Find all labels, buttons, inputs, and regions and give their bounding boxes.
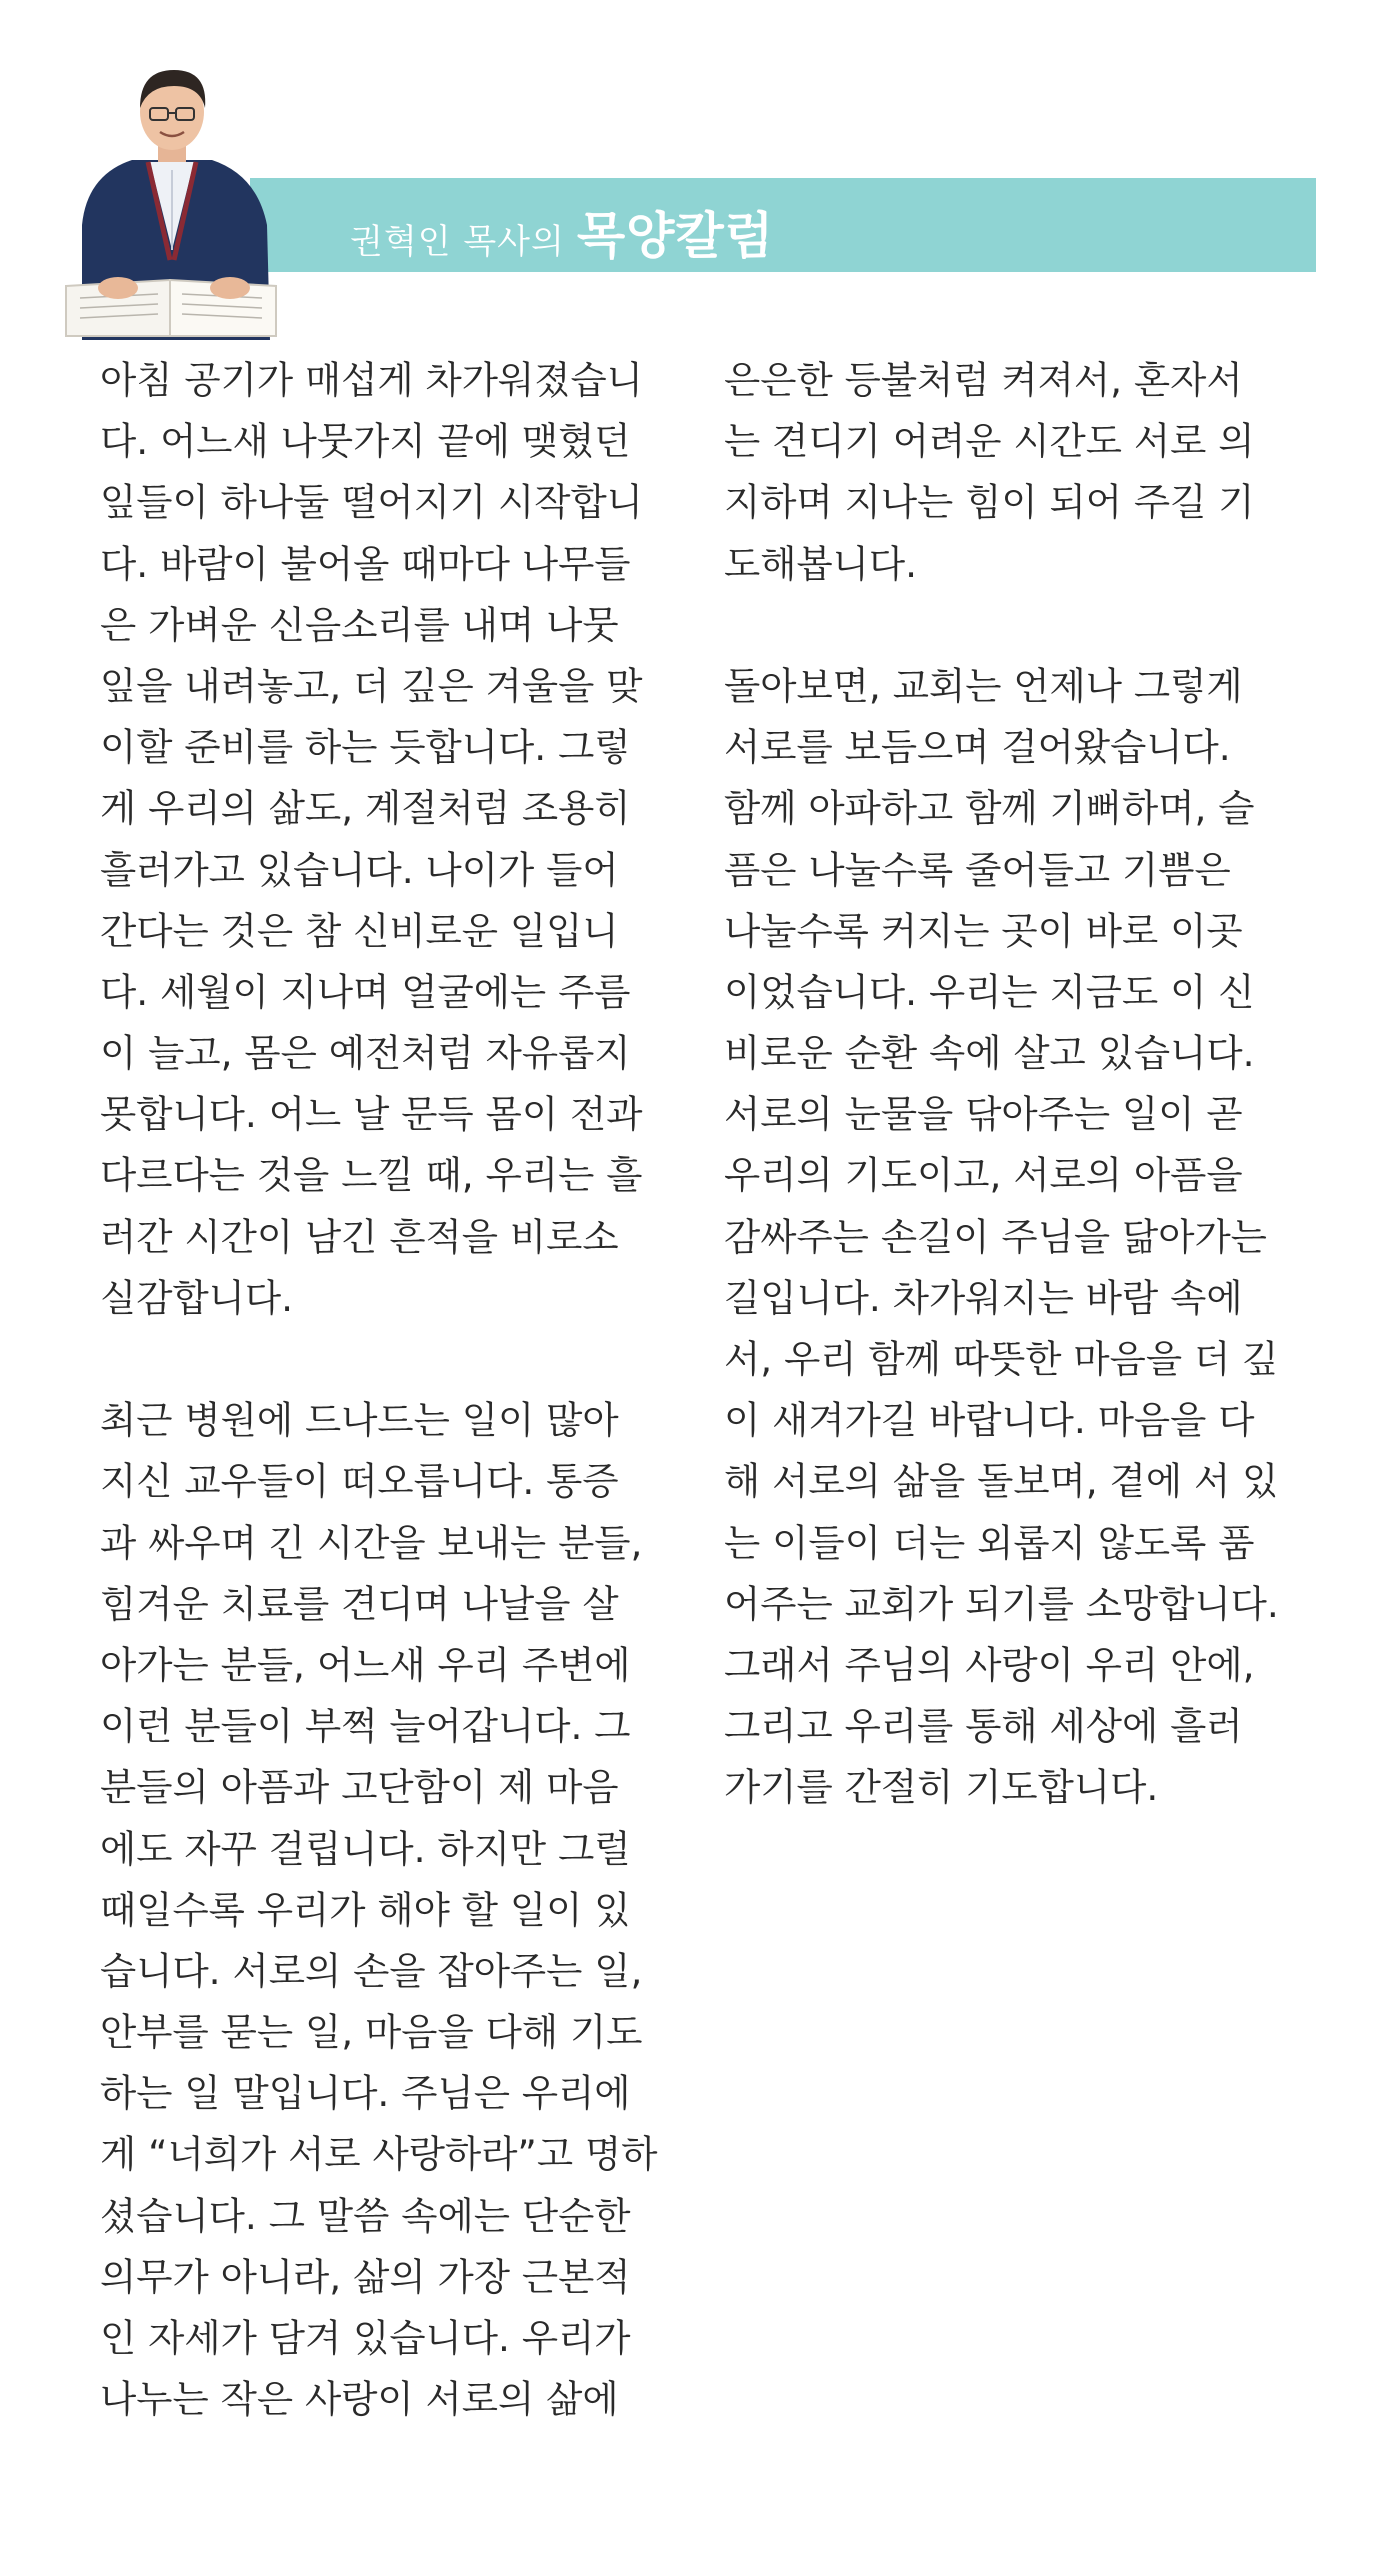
text-line: 분들의 아픔과 고단함이 제 마음 — [100, 1765, 619, 1810]
text-line: 다르다는 것을 느낄 때, 우리는 흘 — [100, 1153, 643, 1198]
text-line: 서로의 눈물을 닦아주는 일이 곧 — [724, 1092, 1243, 1137]
text-line: 아침 공기가 매섭게 차가워졌습니 — [100, 358, 643, 402]
text-line: 셨습니다. 그 말씀 속에는 단순한 — [100, 2193, 631, 2238]
text-line: 픔은 나눌수록 줄어들고 기쁨은 — [724, 847, 1231, 892]
text-line: 다. 바람이 불어올 때마다 나무들 — [100, 541, 631, 586]
header-subtitle: 권혁인 목사의 — [350, 222, 565, 262]
text-line: 간다는 것은 참 신비로운 일입니 — [100, 908, 619, 953]
text-line: 하는 일 말입니다. 주님은 우리에 — [100, 2071, 631, 2116]
text-line: 그래서 주님의 사랑이 우리 안에, — [724, 1642, 1255, 1687]
text-line: 이런 분들이 부쩍 늘어갑니다. 그 — [100, 1704, 631, 1749]
text-line: 게 “너희가 서로 사랑하라”고 명하 — [100, 2132, 658, 2177]
text-line: 이 새겨가길 바랍니다. 마음을 다 — [724, 1398, 1255, 1443]
text-line: 못합니다. 어느 날 문득 몸이 전과 — [100, 1092, 643, 1137]
text-line: 나누는 작은 사랑이 서로의 삶에 — [100, 2377, 619, 2422]
text-line: 다. 어느새 나뭇가지 끝에 맺혔던 — [100, 419, 631, 464]
text-line: 가기를 간절히 기도합니다. — [724, 1765, 1159, 1810]
text-line: 의무가 아니라, 삶의 가장 근본적 — [100, 2254, 631, 2299]
text-line: 우리의 기도이고, 서로의 아픔을 — [724, 1153, 1243, 1198]
text-line: 러간 시간이 남긴 흔적을 비로소 — [100, 1214, 619, 1259]
text-line: 나눌수록 커지는 곳이 바로 이곳 — [724, 908, 1243, 953]
text-line: 는 견디기 어려운 시간도 서로 의 — [724, 419, 1255, 464]
text-line: 해 서로의 삶을 돌보며, 곁에 서 있 — [724, 1459, 1279, 1504]
text-line: 에도 자꾸 걸립니다. 하지만 그럴 — [100, 1826, 631, 1871]
text-line: 힘겨운 치료를 견디며 나날을 살 — [100, 1581, 619, 1626]
text-line: 이 늘고, 몸은 예전처럼 자유롭지 — [100, 1031, 631, 1076]
text-line: 지하며 지나는 힘이 되어 주길 기 — [724, 480, 1255, 525]
text-line: 그리고 우리를 통해 세상에 흘러 — [724, 1704, 1243, 1749]
text-line: 게 우리의 삶도, 계절처럼 조용히 — [100, 786, 631, 831]
text-line: 길입니다. 차가워지는 바람 속에 — [724, 1275, 1243, 1320]
text-line: 잎을 내려놓고, 더 깊은 겨울을 맞 — [100, 663, 643, 708]
text-line: 은 가벼운 신음소리를 내며 나뭇 — [100, 602, 619, 647]
text-line: 감싸주는 손길이 주님을 닮아가는 — [724, 1214, 1267, 1259]
text-line: 이었습니다. 우리는 지금도 이 신 — [724, 969, 1255, 1014]
text-line: 흘러가고 있습니다. 나이가 들어 — [100, 847, 619, 892]
text-line: 다. 세월이 지나며 얼굴에는 주름 — [100, 969, 631, 1014]
column-left-text — [100, 350, 680, 2430]
text-line: 돌아보면, 교회는 언제나 그렇게 — [724, 663, 1243, 708]
text-line: 안부를 묻는 일, 마음을 다해 기도 — [100, 2010, 643, 2055]
text-line: 서, 우리 함께 따뜻한 마음을 더 깊 — [724, 1337, 1279, 1381]
text-line: 인 자세가 담겨 있습니다. 우리가 — [100, 2316, 631, 2360]
text-line: 이할 준비를 하는 듯합니다. 그렇 — [100, 725, 631, 770]
column-header — [350, 196, 774, 266]
text-line — [100, 1329, 680, 1390]
text-line — [724, 595, 1304, 656]
text-line: 함께 아파하고 함께 기뻐하며, 슬 — [724, 786, 1255, 831]
text-line: 과 싸우며 긴 시간을 보내는 분들, — [100, 1520, 643, 1565]
text-line: 아가는 분들, 어느새 우리 주변에 — [100, 1642, 631, 1687]
text-line: 는 이들이 더는 외롭지 않도록 품 — [724, 1520, 1255, 1565]
pastor-photo — [62, 50, 282, 340]
text-line: 때일수록 우리가 해야 할 일이 있 — [100, 1887, 631, 1932]
text-line: 은은한 등불처럼 켜져서, 혼자서 — [724, 358, 1243, 402]
header-title: 목양칼럼 — [576, 207, 775, 265]
text-line: 비로운 순환 속에 살고 있습니다. — [724, 1031, 1255, 1076]
column-right-text — [724, 350, 1304, 1819]
text-line: 서로를 보듬으며 걸어왔습니다. — [724, 725, 1231, 770]
text-line: 도해봅니다. — [724, 541, 918, 586]
text-line: 습니다. 서로의 손을 잡아주는 일, — [100, 1948, 643, 1993]
text-line: 어주는 교회가 되기를 소망합니다. — [724, 1581, 1279, 1626]
text-line: 최근 병원에 드나드는 일이 많아 — [100, 1398, 619, 1443]
text-line: 잎들이 하나둘 떨어지기 시작합니 — [100, 480, 643, 525]
text-line: 실감합니다. — [100, 1275, 294, 1320]
text-line: 지신 교우들이 떠오릅니다. 통증 — [100, 1459, 619, 1504]
